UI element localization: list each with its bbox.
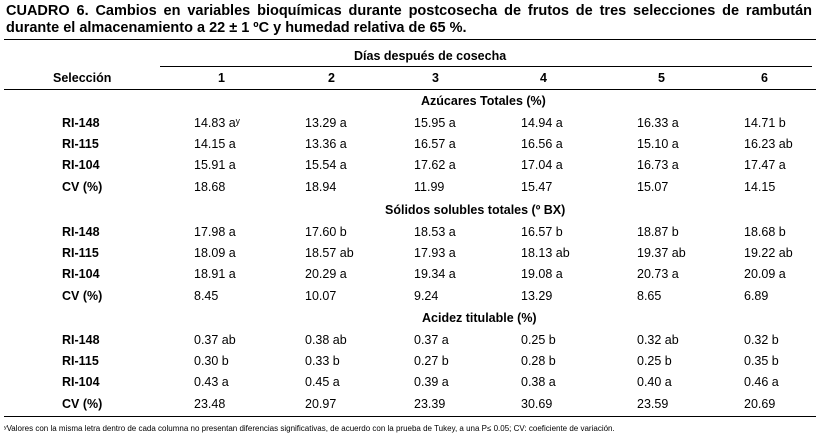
- table-cell: 14.94 a: [521, 116, 563, 130]
- table-cell: 11.99: [414, 180, 445, 194]
- table-cell: 0.25 b: [637, 354, 672, 368]
- table-cell: 23.59: [637, 397, 669, 411]
- days-underline: [160, 66, 812, 67]
- table-cell: 20.69: [744, 397, 776, 411]
- table-cell: 19.22 ab: [744, 246, 793, 260]
- table-cell: 16.57 b: [521, 225, 563, 239]
- table-cell: 18.68: [194, 180, 226, 194]
- table-cell: 15.10 a: [637, 137, 679, 151]
- table-cell: 18.09 a: [194, 246, 236, 260]
- row-label: RI-115: [62, 354, 99, 368]
- day-header: 5: [658, 71, 665, 85]
- table-cell: 15.91 a: [194, 158, 236, 172]
- row-label: RI-115: [62, 137, 99, 151]
- selection-column-header: Selección: [53, 71, 112, 85]
- table-cell: 0.27 b: [414, 354, 449, 368]
- table-cell: 0.39 a: [414, 375, 449, 389]
- table-cell: 0.37 ab: [194, 333, 236, 347]
- table-cell: 17.04 a: [521, 158, 563, 172]
- table-cell: 0.37 a: [414, 333, 449, 347]
- table-cell: 17.98 a: [194, 225, 236, 239]
- table-caption: CUADRO 6. Cambios en variables bioquímicas durante postcosecha de frutos de tres selecciones de rambután durante el almacenamiento a 22 ± 1 ºC y humedad relativa de 65 %.: [6, 3, 812, 36]
- table-cell: 13.36 a: [305, 137, 347, 151]
- day-header: 1: [218, 71, 225, 85]
- table-cell: 13.29 a: [305, 116, 347, 130]
- table-cell: 16.56 a: [521, 137, 563, 151]
- row-label: RI-104: [62, 158, 100, 172]
- table-cell: 18.87 b: [637, 225, 679, 239]
- row-label: RI-104: [62, 267, 100, 281]
- table-cell: 20.29 a: [305, 267, 347, 281]
- table-cell: 14.15: [744, 180, 776, 194]
- row-label: RI-148: [62, 116, 100, 130]
- section-title: Azúcares Totales (%): [421, 94, 546, 108]
- table-cell: 23.39: [414, 397, 446, 411]
- table-cell: 23.48: [194, 397, 226, 411]
- table-cell: 18.57 ab: [305, 246, 354, 260]
- table-cell: 0.32 ab: [637, 333, 679, 347]
- table-cell: 19.37 ab: [637, 246, 686, 260]
- table-cell: 8.65: [637, 289, 662, 303]
- table-cell: 9.24: [414, 289, 439, 303]
- table-cell: 0.38 ab: [305, 333, 347, 347]
- row-label: CV (%): [62, 397, 103, 411]
- table-cell: 18.13 ab: [521, 246, 570, 260]
- table-cell: 0.25 b: [521, 333, 556, 347]
- table-cell: 17.47 a: [744, 158, 786, 172]
- table-cell: 18.94: [305, 180, 337, 194]
- table-cell: 17.62 a: [414, 158, 456, 172]
- table-cell: 0.28 b: [521, 354, 556, 368]
- table-cell: 6.89: [744, 289, 769, 303]
- row-label: RI-104: [62, 375, 100, 389]
- table-cell: 16.73 a: [637, 158, 679, 172]
- row-label: RI-148: [62, 333, 100, 347]
- table-cell: 20.73 a: [637, 267, 679, 281]
- table-cell: 0.46 a: [744, 375, 779, 389]
- day-header: 3: [432, 71, 439, 85]
- row-label: RI-115: [62, 246, 99, 260]
- table-cell: 15.54 a: [305, 158, 347, 172]
- table-cell: 0.45 a: [305, 375, 340, 389]
- table-cell: 16.33 a: [637, 116, 679, 130]
- table-cell: 19.08 a: [521, 267, 563, 281]
- header-rule: [4, 89, 816, 90]
- table-cell: 8.45: [194, 289, 219, 303]
- day-header: 4: [540, 71, 547, 85]
- table-cell: 20.97: [305, 397, 337, 411]
- table-cell: 0.30 b: [194, 354, 229, 368]
- table-cell: 20.09 a: [744, 267, 786, 281]
- day-header: 2: [328, 71, 335, 85]
- row-label: CV (%): [62, 180, 103, 194]
- table-cell: 16.23 ab: [744, 137, 793, 151]
- table-cell: 14.71 b: [744, 116, 786, 130]
- table-cell: 0.38 a: [521, 375, 556, 389]
- row-label: CV (%): [62, 289, 103, 303]
- table-cell: 19.34 a: [414, 267, 456, 281]
- table-cell: 0.33 b: [305, 354, 340, 368]
- row-label: RI-148: [62, 225, 100, 239]
- table-cell: 16.57 a: [414, 137, 456, 151]
- table-cell: 14.83 aʸ: [194, 116, 240, 130]
- table-cell: 13.29: [521, 289, 553, 303]
- table-cell: 15.47: [521, 180, 553, 194]
- bottom-rule: [4, 416, 816, 417]
- table-cell: 15.95 a: [414, 116, 456, 130]
- table-cell: 18.53 a: [414, 225, 456, 239]
- table-cell: 18.68 b: [744, 225, 786, 239]
- table-cell: 17.93 a: [414, 246, 456, 260]
- table-cell: 17.60 b: [305, 225, 347, 239]
- table-cell: 15.07: [637, 180, 669, 194]
- section-title: Sólidos solubles totales (º BX): [385, 203, 566, 217]
- table-cell: 0.40 a: [637, 375, 672, 389]
- table-cell: 14.15 a: [194, 137, 236, 151]
- table-cell: 18.91 a: [194, 267, 236, 281]
- table-cell: 0.35 b: [744, 354, 779, 368]
- top-rule: [4, 39, 816, 40]
- section-title: Acidez titulable (%): [422, 311, 537, 325]
- day-header: 6: [761, 71, 768, 85]
- days-group-header: Días después de cosecha: [354, 49, 507, 63]
- table-cell: 0.32 b: [744, 333, 779, 347]
- table-cell: 10.07: [305, 289, 337, 303]
- table-cell: 30.69: [521, 397, 553, 411]
- table-cell: 0.43 a: [194, 375, 229, 389]
- table-footnote: ʸValores con la misma letra dentro de cada columna no presentan diferencias significativas, de acuerdo con la prueba de Tukey, a una P≤ 0.05; CV: coeficiente de variación.: [4, 424, 615, 433]
